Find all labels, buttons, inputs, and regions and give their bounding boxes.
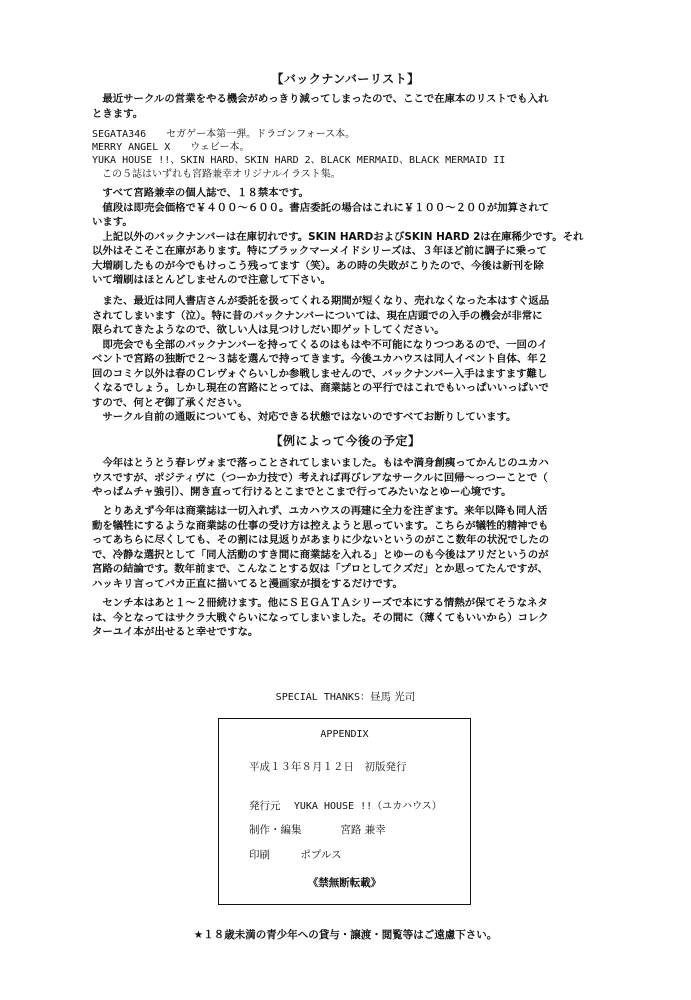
appendix-publisher-row [249,797,442,813]
text-line: ハッキリ言ってバカ正直に描いてると漫画家が損をするだけです。 [92,577,403,590]
text-line: 値段は即売会価格で￥４００～６００。書店委託の場合はこれに￥１００～２００が加算されて [92,201,550,214]
text-line: いて増刷はほとんどしませんので注意して下さい。 [92,274,331,286]
plans-para-1 [92,456,632,500]
special-thanks [0,688,691,704]
plans-para-3 [92,596,632,640]
list-item: この５誌はいずれも宮路兼幸オリジナルイラスト集。 [92,168,341,180]
text-line: また、最近は同人書店さんが委託を扱ってくれる期間が短くなり、売れなくなった本はすぐ返品 [92,295,550,307]
editor-value: 宮路 兼幸 [340,824,386,836]
editor-label: 制作・編集 [249,824,302,836]
text-line: ベントで宮路の独断で２～３誌を選んで持ってきます。今後ユカハウスは同人イベント自体、年２ [92,353,549,365]
text-line: 宮路の結論です。数年前まで、こんなことする奴は「プロとしてクズだ」とか思ってたんですが、 [92,563,549,575]
special-thanks-name: 昼馬 光司 [369,691,416,703]
plans-title: 【例によって今後の予定】 [270,434,421,448]
appendix-printer-row [249,847,342,862]
text-line: 回のコミケ以外は春のＣレヴォぐらいしか参戦しませんので、バックナンバー入手はますます難し [92,367,548,380]
age-restriction-notice: ★１８歳未満の青少年への貸与・譲渡・閲覧等はご遠慮下さい。 [193,929,498,941]
text-line: すので、何とぞ御了承ください。 [92,396,248,409]
text-line: サークル自前の通販についても、対応できる状態ではないのですべてお断りしています。 [92,411,517,423]
appendix-header: APPENDIX [320,729,369,740]
printer-label: 印刷 [249,849,270,861]
appendix-editor-row [249,822,386,837]
text-line: やっぱムチャ強引）、開き直って行けるとこまでとこまで行ってみたいなとゆー心境です。 [92,486,512,498]
text-line: センチ本はあと１～２冊続けます。他にＳＥＧＡＴＡシリーズで本にする情熱が保てそうなネタ [92,597,548,609]
text-line: 動を犠牲にするような商業誌の仕事の受け方は控えようと思っています。こちらが犠牲的精神でも [92,519,549,532]
backnumber-title: 【バックナンバーリスト】 [271,72,420,86]
text-line: 最近サークルの営業をやる機会がめっきり減ってしまったので、ここで在庫本のリストでも入れ [92,93,549,105]
text-line: 大増刷したものが今でもけっこう残ってます（笑）。あの時の失敗がこりたので、今後は新刊を除 [92,259,544,272]
text-line: 即売会でも全部のバックナンバーを持ってくるのはもはや不可能になりつつあるので、一回のイ [92,338,548,351]
text-line: されてしまいます（泣）。特に昔のバックナンバーについては、現在店頭での入手の機会が非常に [92,309,543,322]
publisher-label: 発行元 [249,800,281,812]
text-line: で、冷静な選択として「同人活動のすき間に商業誌を入れる」とゆーのも今後はアリだというのが [92,548,549,561]
text-line: は、今となってはサクラ大戦ぐらいになってしまいました。その間に（薄くてもいいから）コレク [92,611,549,624]
appendix-box [218,718,471,905]
publisher-value: YUKA HOUSE !!（ユカハウス） [293,801,442,812]
list-item: SEGATA346 セガゲー本第一弾。ドラゴンフォース本。 [92,129,356,140]
plans-para-2 [92,504,632,591]
list-item: MERRY ANGEL X ウェビー本。 [92,142,250,154]
text-line: ってあちらに尽くしても、その割には見返りがあまりに少ないというのがここ数年の状況でしたの [92,534,550,546]
text-line: 以外はそこそこ在庫があります。特にブラックマーメイドシリーズは、３年ほど前に調子に乗って [92,245,547,257]
backnumber-intro [92,92,632,121]
text-line: くなるでしょう。しかし現在の宮路にとっては、商業誌との平行ではこれでもいっぱいいっぱいで [92,382,549,394]
text-line: 限られてきたようなので、欲しい人は見つけしだい即ゲットしてください。 [92,324,445,336]
special-thanks-label: SPECIAL THANKS： [275,692,370,703]
printer-value: ポプルス [300,849,342,861]
text-line: ウスですが、ポジティヴに（つーか力技で）考えれば再びレアなサークルに回帰～っつーことで（ [92,471,548,484]
text-line: ときます。 [92,107,144,120]
text-line: います。 [92,216,133,228]
backnumber-para-2 [92,294,632,425]
text-line: 今年はとうとう春レヴォまで落っことされてしまいました。もはや満身創痍ってかんじのユカハ [92,457,549,469]
appendix-notice: 《禁無断転載》 [307,877,382,889]
backnumber-list [92,128,632,181]
text-line: とりあえず今年は商業誌は一切入れず、ユカハウスの再建に全力を注ぎます。来年以降も同人活 [92,505,548,517]
appendix-date: 平成１３年８月１２日 初版発行 [249,761,407,773]
text-line: 上記以外のバックナンバーは在庫切れです。SKIN HARDおよびSKIN HARD 2は在庫稀少です。それ [92,230,584,243]
text-line: ターユイ本が出せると幸せですな。 [92,626,259,638]
list-item: YUKA HOUSE !!、SKIN HARD、SKIN HARD 2、BLACK MERMAID、BLACK MERMAID II [92,155,506,167]
backnumber-para-1 [92,186,632,288]
text-line: すべて宮路兼幸の個人誌で、１８禁本です。 [92,187,309,199]
